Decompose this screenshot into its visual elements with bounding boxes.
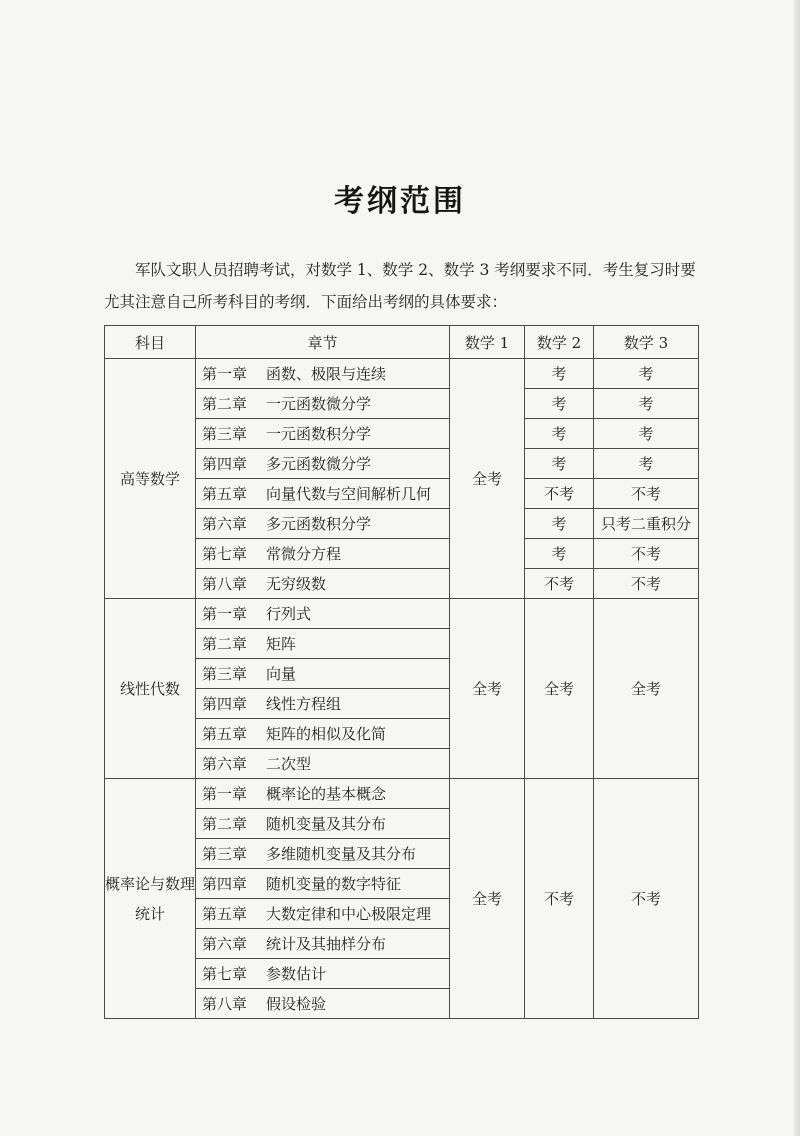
- subject-cell: 线性代数: [105, 599, 196, 779]
- table-row: [105, 359, 699, 389]
- math3-cell: 考: [594, 359, 699, 389]
- chapter-number: 第三章: [202, 845, 248, 863]
- chapter-number: 第一章: [202, 605, 248, 623]
- chapter-name: 矩阵: [266, 635, 297, 653]
- syllabus-table: [104, 325, 699, 1019]
- chapter-cell: [196, 839, 450, 869]
- chapter-number: 第六章: [202, 935, 248, 953]
- math3-cell: 全考: [594, 599, 699, 779]
- chapter-number: 第七章: [202, 965, 248, 983]
- chapter-name: 多元函数积分学: [266, 515, 372, 533]
- chapter-cell: [196, 959, 450, 989]
- header-chapter: 章节: [196, 326, 450, 359]
- chapter-cell: [196, 689, 450, 719]
- math3-cell: 不考: [594, 479, 699, 509]
- chapter-cell: [196, 599, 450, 629]
- chapter-number: 第六章: [202, 755, 248, 773]
- chapter-cell: [196, 719, 450, 749]
- subject-cell: 高等数学: [105, 359, 196, 599]
- math3-cell: 考: [594, 389, 699, 419]
- math3-cell: 不考: [594, 779, 699, 1019]
- chapter-number: 第三章: [202, 665, 248, 683]
- chapter-cell: [196, 479, 450, 509]
- intro-paragraph: 军队文职人员招聘考试，对数学 1、数学 2、数学 3 考纲要求不同．考生复习时要尤其注意自己所考科目的考纲．下面给出考纲的具体要求：: [104, 261, 696, 311]
- chapter-cell: [196, 659, 450, 689]
- math3-cell: 考: [594, 419, 699, 449]
- chapter-cell: [196, 869, 450, 899]
- math2-cell: 不考: [525, 479, 594, 509]
- math1-cell: 全考: [450, 359, 525, 599]
- math2-cell: 考: [525, 419, 594, 449]
- header-subject: 科目: [105, 326, 196, 359]
- chapter-name: 概率论的基本概念: [266, 785, 387, 803]
- math2-cell: 考: [525, 359, 594, 389]
- chapter-name: 二次型: [266, 755, 312, 773]
- math2-cell: 不考: [525, 569, 594, 599]
- math1-cell: 全考: [450, 779, 525, 1019]
- chapter-name: 矩阵的相似及化简: [266, 725, 387, 743]
- chapter-name: 向量: [266, 665, 297, 683]
- chapter-number: 第八章: [202, 575, 248, 593]
- math3-cell: 只考二重积分: [594, 509, 699, 539]
- math3-cell: 不考: [594, 539, 699, 569]
- chapter-name: 随机变量的数字特征: [266, 875, 402, 893]
- math1-cell: 全考: [450, 599, 525, 779]
- chapter-name: 随机变量及其分布: [266, 815, 387, 833]
- table-row: [105, 599, 699, 629]
- page-title: 考纲范围: [334, 184, 466, 219]
- chapter-cell: [196, 749, 450, 779]
- math2-cell: 考: [525, 509, 594, 539]
- chapter-number: 第四章: [202, 455, 248, 473]
- math2-cell: 不考: [525, 779, 594, 1019]
- header-math3: 数学 3: [594, 326, 699, 359]
- header-math1: 数学 1: [450, 326, 525, 359]
- chapter-number: 第一章: [202, 785, 248, 803]
- chapter-number: 第八章: [202, 995, 248, 1013]
- math3-cell: 考: [594, 449, 699, 479]
- chapter-name: 无穷级数: [266, 575, 327, 593]
- chapter-cell: [196, 509, 450, 539]
- chapter-number: 第五章: [202, 905, 248, 923]
- header-math2: 数学 2: [525, 326, 594, 359]
- chapter-name: 一元函数积分学: [266, 425, 372, 443]
- chapter-name: 常微分方程: [266, 545, 342, 563]
- chapter-name: 向量代数与空间解析几何: [266, 485, 432, 503]
- chapter-number: 第五章: [202, 485, 248, 503]
- chapter-name: 线性方程组: [266, 695, 342, 713]
- chapter-cell: [196, 899, 450, 929]
- chapter-number: 第七章: [202, 545, 248, 563]
- chapter-cell: [196, 809, 450, 839]
- chapter-cell: [196, 359, 450, 389]
- chapter-number: 第二章: [202, 395, 248, 413]
- chapter-number: 第六章: [202, 515, 248, 533]
- chapter-cell: [196, 539, 450, 569]
- chapter-cell: [196, 989, 450, 1019]
- chapter-name: 大数定律和中心极限定理: [266, 905, 432, 923]
- math2-cell: 全考: [525, 599, 594, 779]
- subject-cell: 概率论与数理统计: [105, 779, 196, 1019]
- chapter-number: 第二章: [202, 635, 248, 653]
- chapter-number: 第四章: [202, 875, 248, 893]
- chapter-cell: [196, 779, 450, 809]
- chapter-number: 第二章: [202, 815, 248, 833]
- chapter-cell: [196, 419, 450, 449]
- chapter-number: 第四章: [202, 695, 248, 713]
- table-header-row: [105, 326, 699, 359]
- page-edge: [794, 0, 800, 1136]
- table-row: [105, 779, 699, 809]
- chapter-cell: [196, 929, 450, 959]
- math2-cell: 考: [525, 449, 594, 479]
- chapter-name: 多元函数微分学: [266, 455, 372, 473]
- chapter-name: 一元函数微分学: [266, 395, 372, 413]
- chapter-cell: [196, 629, 450, 659]
- chapter-cell: [196, 569, 450, 599]
- chapter-number: 第三章: [202, 425, 248, 443]
- math2-cell: 考: [525, 539, 594, 569]
- math3-cell: 不考: [594, 569, 699, 599]
- chapter-name: 统计及其抽样分布: [266, 935, 387, 953]
- chapter-cell: [196, 389, 450, 419]
- chapter-name: 参数估计: [266, 965, 327, 983]
- chapter-name: 假设检验: [266, 995, 327, 1013]
- math2-cell: 考: [525, 389, 594, 419]
- chapter-cell: [196, 449, 450, 479]
- chapter-name: 行列式: [266, 605, 312, 623]
- chapter-name: 函数、极限与连续: [266, 365, 387, 383]
- chapter-number: 第一章: [202, 365, 248, 383]
- chapter-number: 第五章: [202, 725, 248, 743]
- chapter-name: 多维随机变量及其分布: [266, 845, 417, 863]
